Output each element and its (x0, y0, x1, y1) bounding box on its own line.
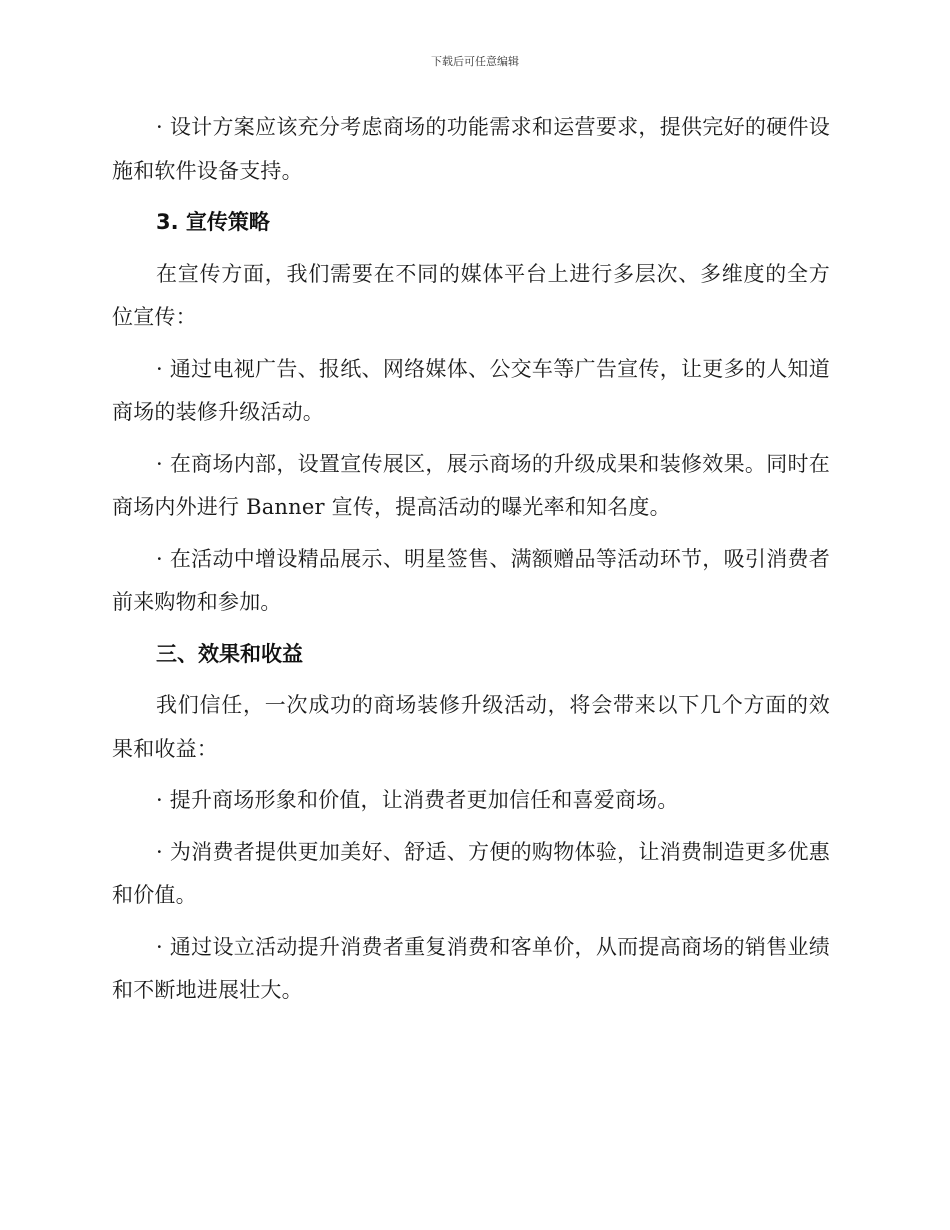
paragraph-design-requirements: · 设计方案应该充分考虑商场的功能需求和运营要求，提供完好的硬件设施和软件设备支持。 (112, 115, 830, 183)
paragraph-benefit-sales: · 通过设立活动提升消费者重复消费和客单价，从而提高商场的销售业绩和不断地进展壮大。 (112, 934, 830, 1002)
paragraph-benefit-experience: · 为消费者提供更加美好、舒适、方便的购物体验，让消费制造更多优惠和价值。 (112, 839, 830, 907)
section-heading-effects-benefits: 三、效果和收益 (156, 641, 303, 666)
paragraph-benefits-intro: 我们信任，一次成功的商场装修升级活动，将会带来以下几个方面的效果和收益： (112, 693, 830, 761)
document-body (112, 106, 830, 1013)
paragraph-promotion-intro: 在宣传方面，我们需要在不同的媒体平台上进行多层次、多维度的全方位宣传： (112, 261, 830, 329)
paragraph-display-area: · 在商场内部，设置宣传展区，展示商场的升级成果和装修效果。同时在商场内外进行 Banner 宣传，提高活动的曝光率和知名度。 (112, 451, 830, 519)
paragraph-media-ads: · 通过电视广告、报纸、网络媒体、公交车等广告宣传，让更多的人知道商场的装修升级活动。 (112, 356, 830, 424)
header-note: 下载后可任意编辑 (431, 55, 519, 68)
section-heading-promotion-strategy: 3. 宣传策略 (156, 210, 270, 234)
paragraph-activities: · 在活动中增设精品展示、明星签售、满额赠品等活动环节，吸引消费者前来购物和参加。 (112, 546, 830, 614)
paragraph-benefit-image: · 提升商场形象和价值，让消费者更加信任和喜爱商场。 (156, 788, 679, 812)
